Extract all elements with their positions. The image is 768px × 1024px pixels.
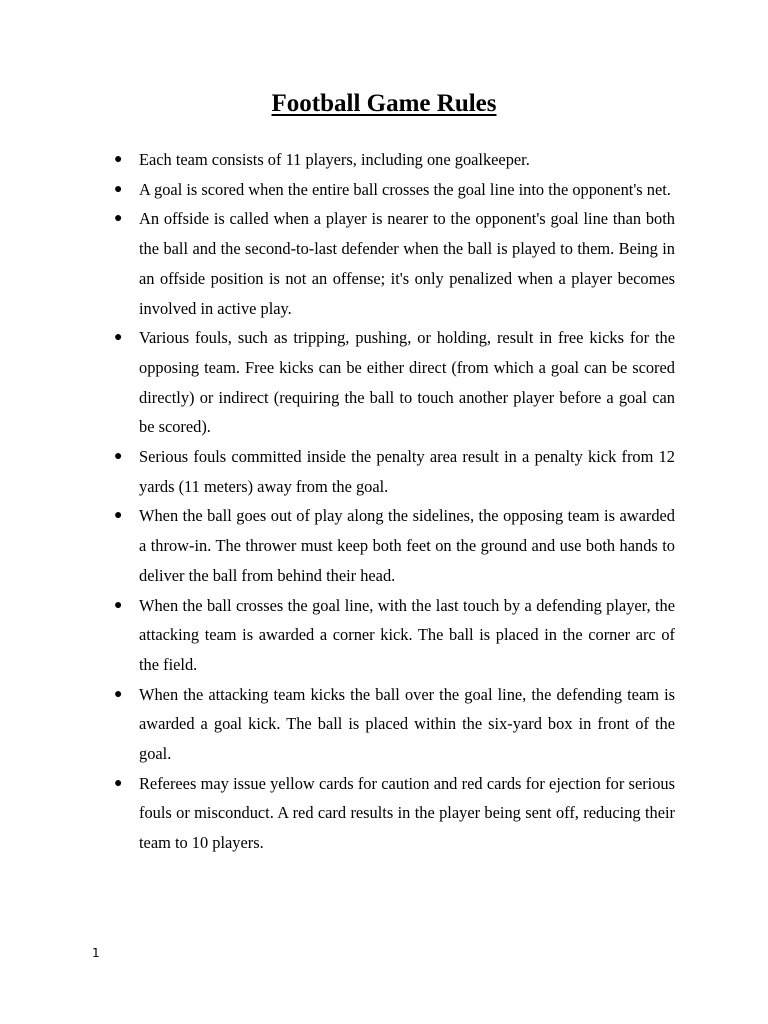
rule-item-1 [111,145,675,175]
bullet-icon: ● [114,508,123,524]
bullet-icon: ● [114,152,123,167]
rule-item-3 [111,204,675,323]
bullet-icon: ● [114,449,123,465]
rule-text: A goal is scored when the entire ball crosses the goal line into the opponent's net. [139,179,671,199]
rule-text: An offside is called when a player is nearer to the opponent's goal line than both the ball and the second-to-last defender when the ball is played to them. Being in an offside position is not an offense; it's only penalized when a player becomes involved in active play. [139,209,675,318]
bullet-icon: ● [114,686,123,702]
rule-item-6 [111,501,675,590]
page-title-text: Football Game Rules [271,90,497,117]
rule-text: Each team consists of 11 players, including one goalkeeper. [139,150,530,169]
rule-item-9 [111,769,675,858]
page-title [0,86,768,122]
rule-item-5 [111,442,675,501]
bullet-icon: ● [114,597,123,613]
rule-text: Referees may issue yellow cards for caution and red cards for ejection for serious fouls or misconduct. A red card results in the player being sent off, reducing their team to 10 players. [139,773,675,853]
page-number: 1 [92,946,100,960]
rule-text: When the ball crosses the goal line, with the last touch by a defending player, the attacking team is awarded a corner kick. The ball is placed in the corner arc of the field. [139,595,675,674]
rule-item-8 [111,680,675,769]
rule-item-4 [111,323,675,442]
rule-item-2 [111,175,675,205]
rule-text: When the attacking team kicks the ball over the goal line, the defending team is awarded a goal kick. The ball is placed within the six-yard box in front of the goal. [139,684,675,764]
rules-list [111,145,675,858]
rule-item-7 [111,591,675,680]
rule-text: When the ball goes out of play along the sidelines, the opposing team is awarded a throw-in. The thrower must keep both feet on the ground and use both hands to deliver the ball from behind their head. [139,506,675,585]
bullet-icon: ● [114,775,123,791]
bullet-icon: ● [114,181,123,197]
rule-text: Serious fouls committed inside the penalty area result in a penalty kick from 12 yards (11 meters) away from the goal. [139,447,675,496]
bullet-icon: ● [114,330,123,346]
rule-text: Various fouls, such as tripping, pushing, or holding, result in free kicks for the opposing team. Free kicks can be either direct (from which a goal can be scored directly) or indirect (requiring the ball to touch another player before a goal can be scored). [139,328,675,437]
bullet-icon: ● [114,211,123,227]
